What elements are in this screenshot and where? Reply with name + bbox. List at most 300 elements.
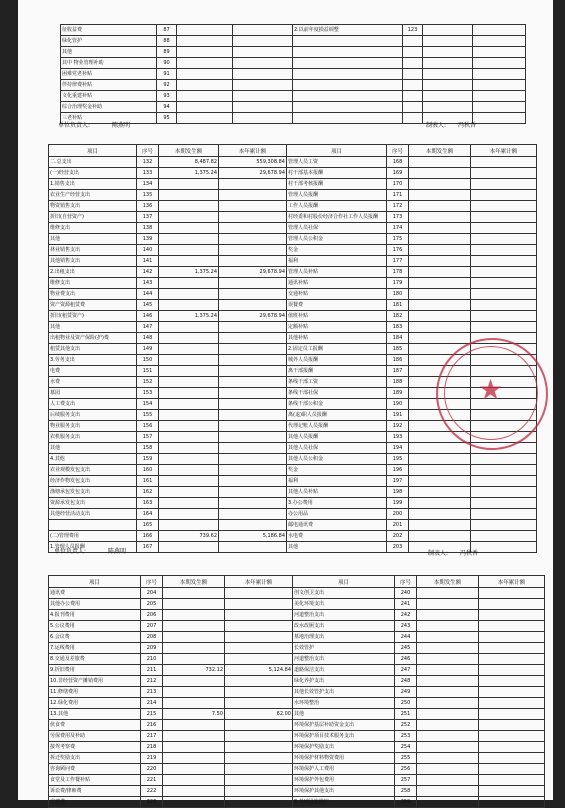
- unit-head-label: 单位负责人:: [54, 548, 87, 555]
- col-item: 项目: [49, 145, 137, 157]
- left-seq-cell: 137: [137, 212, 159, 223]
- left-item-cell: 食堂及工作餐补贴: [49, 775, 141, 786]
- right-period-cell: [417, 797, 479, 808]
- right-cum-cell: [471, 311, 537, 322]
- left-period-cell: [177, 69, 233, 80]
- right-seq-cell: 191: [387, 410, 409, 421]
- left-seq-cell: 157: [137, 432, 159, 443]
- left-seq-cell: 158: [137, 443, 159, 454]
- left-period-cell: [159, 333, 219, 344]
- left-seq-cell: 95: [157, 113, 177, 124]
- right-item-cell: 墓地治理支出: [293, 632, 395, 643]
- right-seq-cell: 245: [395, 643, 417, 654]
- left-item-cell: (二)管理费用: [49, 531, 137, 542]
- left-cum-cell: [233, 113, 293, 124]
- left-period-cell: [159, 344, 219, 355]
- left-item-cell: 折旧(自营资产): [49, 212, 137, 223]
- right-cum-cell: [479, 764, 545, 775]
- right-item-cell: 福利: [287, 256, 387, 267]
- right-cum-cell: [471, 168, 537, 179]
- left-cum-cell: [225, 764, 293, 775]
- right-period-cell: [423, 58, 473, 69]
- left-cum-cell: 5,186.84: [219, 531, 287, 542]
- left-cum-cell: [225, 654, 293, 665]
- left-cum-cell: 29,678.94: [219, 168, 287, 179]
- right-cum-cell: [473, 102, 526, 113]
- right-cum-cell: [473, 80, 526, 91]
- left-seq-cell: 223: [141, 797, 163, 808]
- left-cum-cell: [219, 355, 287, 366]
- right-period-cell: [417, 731, 479, 742]
- left-period-cell: [177, 25, 233, 36]
- right-seq-cell: 201: [387, 520, 409, 531]
- right-period-cell: [417, 687, 479, 698]
- right-period-cell: [417, 698, 479, 709]
- left-cum-cell: 29,678.94: [219, 311, 287, 322]
- right-seq-cell: 170: [387, 179, 409, 190]
- table-row: [49, 531, 537, 542]
- right-cum-cell: [479, 742, 545, 753]
- right-seq-cell: 199: [387, 498, 409, 509]
- right-cum-cell: [479, 610, 545, 621]
- left-seq-cell: 148: [137, 333, 159, 344]
- right-seq-cell: 202: [387, 531, 409, 542]
- left-item-cell: 其他经营活动支出: [49, 509, 137, 520]
- right-item-cell: [293, 69, 403, 80]
- table-row: [49, 797, 545, 808]
- left-cum-cell: [225, 687, 293, 698]
- right-cum-cell: [479, 797, 545, 808]
- right-seq-cell: 169: [387, 168, 409, 179]
- right-cum-cell: [471, 498, 537, 509]
- right-period-cell: [409, 245, 471, 256]
- right-cum-cell: [479, 720, 545, 731]
- left-cum-cell: [219, 443, 287, 454]
- left-period-cell: [163, 687, 225, 698]
- table-row: [49, 168, 537, 179]
- right-cum-cell: [479, 643, 545, 654]
- right-cum-cell: [471, 190, 537, 201]
- left-seq-cell: 136: [137, 201, 159, 212]
- left-seq-cell: 218: [141, 742, 163, 753]
- left-period-cell: [163, 698, 225, 709]
- right-period-cell: [409, 201, 471, 212]
- left-item-cell: 劳保费用及补助: [49, 731, 141, 742]
- left-seq-cell: 146: [137, 311, 159, 322]
- right-cum-cell: [471, 201, 537, 212]
- left-period-cell: [159, 190, 219, 201]
- left-cum-cell: [219, 542, 287, 553]
- left-item-cell: 2.出租支出: [49, 267, 137, 278]
- left-cum-cell: [219, 289, 287, 300]
- left-item-cell: 其他销售支出: [49, 256, 137, 267]
- right-cum-cell: [473, 113, 526, 124]
- left-period-cell: [159, 234, 219, 245]
- right-item-cell: 其他补贴: [287, 333, 387, 344]
- left-item-cell: 4.报刊费用: [49, 610, 141, 621]
- right-cum-cell: [473, 47, 526, 58]
- left-period-cell: [163, 621, 225, 632]
- right-cum-cell: [471, 509, 537, 520]
- right-cum-cell: [479, 621, 545, 632]
- income-table-top: [60, 24, 526, 124]
- right-seq-cell: 184: [387, 333, 409, 344]
- right-period-cell: [409, 487, 471, 498]
- left-period-cell: [159, 256, 219, 267]
- right-item-cell: 管理人员报酬: [287, 190, 387, 201]
- left-seq-cell: 205: [141, 599, 163, 610]
- right-seq-cell: 190: [387, 399, 409, 410]
- left-item-cell: 二.总支出: [49, 157, 137, 168]
- right-period-cell: [417, 753, 479, 764]
- left-period-cell: [163, 720, 225, 731]
- right-period-cell: [409, 311, 471, 322]
- left-period-cell: 7.50: [163, 709, 225, 720]
- col-item: 项目: [293, 576, 395, 588]
- left-period-cell: [159, 399, 219, 410]
- right-cum-cell: [471, 300, 537, 311]
- left-period-cell: [159, 245, 219, 256]
- right-cum-cell: [479, 698, 545, 709]
- table-row: [49, 223, 537, 234]
- table-row: [49, 443, 537, 454]
- left-cum-cell: [233, 47, 293, 58]
- right-item-cell: 水电费: [287, 531, 387, 542]
- left-seq-cell: 221: [141, 775, 163, 786]
- right-cum-cell: [479, 665, 545, 676]
- left-item-cell: 9.折旧费用: [49, 665, 141, 676]
- right-seq-cell: 176: [387, 245, 409, 256]
- left-cum-cell: [225, 676, 293, 687]
- right-item-cell: 管理人员公积金: [287, 234, 387, 245]
- left-item-cell: 8.交通及差旅费: [49, 654, 141, 665]
- col-period: 本期发生额: [159, 145, 219, 157]
- right-cum-cell: [471, 289, 537, 300]
- left-item-cell: 4.其他: [49, 454, 137, 465]
- maker-label: 制表人:: [426, 122, 447, 129]
- left-item-cell: 其他: [49, 234, 137, 245]
- right-period-cell: [423, 47, 473, 58]
- left-cum-cell: [225, 786, 293, 797]
- left-cum-cell: [219, 366, 287, 377]
- right-item-cell: 河道整治支出: [293, 610, 395, 621]
- right-seq-cell: [403, 113, 423, 124]
- right-item-cell: 环境保护人工费用: [293, 764, 395, 775]
- left-cum-cell: [219, 498, 287, 509]
- left-item-cell: 11.修缮费用: [49, 687, 141, 698]
- left-seq-cell: 150: [137, 355, 159, 366]
- right-seq-cell: 203: [387, 542, 409, 553]
- right-item-cell: 离(退)职人员报酬: [287, 410, 387, 421]
- left-period-cell: [159, 388, 219, 399]
- right-seq-cell: 168: [387, 157, 409, 168]
- right-cum-cell: [479, 654, 545, 665]
- right-seq-cell: [403, 69, 423, 80]
- right-item-cell: [293, 102, 403, 113]
- left-seq-cell: 135: [137, 190, 159, 201]
- right-period-cell: [409, 157, 471, 168]
- left-period-cell: [159, 542, 219, 553]
- right-seq-cell: 123: [403, 25, 423, 36]
- right-cum-cell: [473, 69, 526, 80]
- left-cum-cell: [219, 465, 287, 476]
- left-seq-cell: 92: [157, 80, 177, 91]
- left-cum-cell: [219, 201, 287, 212]
- maker-name: 冯秋香: [457, 122, 476, 129]
- right-seq-cell: 181: [387, 300, 409, 311]
- right-item-cell: 其他长效管护支出: [293, 687, 395, 698]
- table-row: [49, 720, 545, 731]
- right-item-cell: 管理人员社保: [287, 223, 387, 234]
- left-seq-cell: 154: [137, 399, 159, 410]
- left-item-cell: 出租物业及资产保险(护)费: [49, 333, 137, 344]
- right-period-cell: [409, 498, 471, 509]
- right-period-cell: [409, 223, 471, 234]
- right-cum-cell: [471, 465, 537, 476]
- right-cum-cell: [479, 588, 545, 599]
- right-item-cell: 村经委和村股份经济合作社工作人员报酬: [287, 212, 387, 223]
- left-period-cell: [163, 676, 225, 687]
- star-icon: ★: [478, 373, 504, 406]
- right-seq-cell: [403, 102, 423, 113]
- left-period-cell: [177, 91, 233, 102]
- table-row: [49, 333, 537, 344]
- left-seq-cell: 204: [141, 588, 163, 599]
- unit-head-name: 陈燕明: [111, 122, 130, 129]
- table-row: [49, 465, 537, 476]
- left-seq-cell: 161: [137, 476, 159, 487]
- left-seq-cell: 155: [137, 410, 159, 421]
- right-cum-cell: [471, 476, 537, 487]
- col-seq: 序号: [137, 145, 159, 157]
- left-period-cell: [177, 102, 233, 113]
- left-seq-cell: 93: [157, 91, 177, 102]
- col-period: 本期发生额: [409, 145, 471, 157]
- left-period-cell: [159, 421, 219, 432]
- left-item-cell: 物资销售支出: [49, 201, 137, 212]
- left-seq-cell: 164: [137, 509, 159, 520]
- left-cum-cell: [219, 487, 287, 498]
- right-seq-cell: 253: [395, 731, 417, 742]
- left-seq-cell: 138: [137, 223, 159, 234]
- right-seq-cell: 182: [387, 311, 409, 322]
- right-seq-cell: 246: [395, 654, 417, 665]
- left-seq-cell: 211: [141, 665, 163, 676]
- right-cum-cell: [479, 753, 545, 764]
- left-cum-cell: [219, 399, 287, 410]
- table-row: [49, 731, 545, 742]
- left-seq-cell: 147: [137, 322, 159, 333]
- right-cum-cell: [471, 487, 537, 498]
- table-row: [49, 498, 537, 509]
- table-row: [49, 476, 537, 487]
- left-cum-cell: [219, 509, 287, 520]
- right-seq-cell: 195: [387, 454, 409, 465]
- left-seq-cell: 133: [137, 168, 159, 179]
- right-item-cell: 工作人员报酬: [287, 201, 387, 212]
- right-seq-cell: 189: [387, 388, 409, 399]
- right-seq-cell: 251: [395, 709, 417, 720]
- right-cum-cell: [471, 245, 537, 256]
- right-item-cell: 邮电通讯费: [287, 520, 387, 531]
- right-period-cell: [409, 509, 471, 520]
- right-seq-cell: 259: [395, 797, 417, 808]
- official-seal: [436, 338, 548, 450]
- left-period-cell: [163, 731, 225, 742]
- right-seq-cell: 197: [387, 476, 409, 487]
- left-cum-cell: [225, 720, 293, 731]
- table-row: [49, 775, 545, 786]
- left-seq-cell: 149: [137, 344, 159, 355]
- right-cum-cell: [479, 731, 545, 742]
- right-item-cell: 创文创卫支出: [293, 588, 395, 599]
- left-seq-cell: 90: [157, 58, 177, 69]
- left-seq-cell: 166: [137, 531, 159, 542]
- right-period-cell: [409, 520, 471, 531]
- left-item-cell: 征收益费: [61, 25, 157, 36]
- table-row: [49, 509, 537, 520]
- left-seq-cell: 142: [137, 267, 159, 278]
- right-seq-cell: 171: [387, 190, 409, 201]
- right-item-cell: 改水改厕支出: [293, 621, 395, 632]
- left-item-cell: 困难党老补贴: [61, 69, 157, 80]
- right-cum-cell: [471, 223, 537, 234]
- table-row: [49, 621, 545, 632]
- right-cum-cell: [471, 157, 537, 168]
- right-item-cell: [293, 47, 403, 58]
- right-item-cell: 村干部考核报酬: [287, 179, 387, 190]
- left-period-cell: 739.62: [159, 531, 219, 542]
- left-cum-cell: [233, 36, 293, 47]
- table-row: [49, 212, 537, 223]
- left-period-cell: [163, 610, 225, 621]
- right-item-cell: 代理记账人员报酬: [287, 421, 387, 432]
- left-item-cell: 文化重建补贴: [61, 91, 157, 102]
- left-seq-cell: 215: [141, 709, 163, 720]
- left-cum-cell: [219, 278, 287, 289]
- left-period-cell: [177, 113, 233, 124]
- table-row: [49, 665, 545, 676]
- left-seq-cell: 143: [137, 278, 159, 289]
- right-item-cell: 城外人员报酬: [287, 355, 387, 366]
- left-seq-cell: 145: [137, 300, 159, 311]
- right-item-cell: 环境保护奖励支出: [293, 742, 395, 753]
- left-item-cell: 1.管理人员报酬: [49, 542, 137, 553]
- right-cum-cell: [479, 786, 545, 797]
- right-seq-cell: 188: [387, 377, 409, 388]
- left-period-cell: [177, 58, 233, 69]
- right-cum-cell: [471, 179, 537, 190]
- left-item-cell: (一)经营支出: [49, 168, 137, 179]
- left-item-cell: 资源承发包支出: [49, 498, 137, 509]
- left-item-cell: 绿化管护: [61, 36, 157, 47]
- table-row: [61, 58, 526, 69]
- right-cum-cell: [479, 709, 545, 720]
- right-period-cell: [409, 531, 471, 542]
- left-period-cell: [163, 797, 225, 808]
- left-item-cell: 慕园: [49, 388, 137, 399]
- left-item-cell: 资产资源租赁费: [49, 300, 137, 311]
- left-item-cell: 物业费支出: [49, 289, 137, 300]
- col-cumulative: 本年累计额: [479, 576, 545, 588]
- right-seq-cell: 174: [387, 223, 409, 234]
- right-period-cell: [417, 665, 479, 676]
- right-period-cell: [417, 764, 479, 775]
- right-item-cell: 环境保护其他支出: [293, 786, 395, 797]
- left-cum-cell: [225, 643, 293, 654]
- left-seq-cell: 165: [137, 520, 159, 531]
- left-item-cell: 电费: [49, 366, 137, 377]
- left-item-cell: 接驾考察费: [49, 742, 141, 753]
- left-cum-cell: [219, 300, 287, 311]
- left-seq-cell: 210: [141, 654, 163, 665]
- left-item-cell: 后续服务支出: [49, 410, 137, 421]
- right-seq-cell: 177: [387, 256, 409, 267]
- left-seq-cell: 214: [141, 698, 163, 709]
- right-seq-cell: 250: [395, 698, 417, 709]
- table-row: [49, 234, 537, 245]
- right-cum-cell: [479, 676, 545, 687]
- left-item-cell: 7.运线费用: [49, 643, 141, 654]
- left-period-cell: [159, 212, 219, 223]
- table-row: [49, 157, 537, 168]
- left-period-cell: [159, 410, 219, 421]
- right-seq-cell: 198: [387, 487, 409, 498]
- table-row: [49, 643, 545, 654]
- left-cum-cell: [233, 58, 293, 69]
- left-item-cell: 人工费支出: [49, 399, 137, 410]
- left-period-cell: [159, 432, 219, 443]
- right-seq-cell: 241: [395, 599, 417, 610]
- table-row: [49, 311, 537, 322]
- right-item-cell: 其他人员报酬: [287, 432, 387, 443]
- left-period-cell: [163, 643, 225, 654]
- left-period-cell: [159, 366, 219, 377]
- left-cum-cell: [225, 610, 293, 621]
- left-period-cell: [159, 443, 219, 454]
- table-row: [49, 190, 537, 201]
- right-item-cell: 环境保护基层补助资金支出: [293, 720, 395, 731]
- right-seq-cell: [403, 80, 423, 91]
- unit-head-name: 陈燕明: [107, 548, 126, 555]
- right-period-cell: [417, 709, 479, 720]
- left-cum-cell: [225, 599, 293, 610]
- left-item-cell: 折旧(租赁资产): [49, 311, 137, 322]
- left-period-cell: [159, 355, 219, 366]
- right-cum-cell: [471, 212, 537, 223]
- right-period-cell: [417, 720, 479, 731]
- right-period-cell: [409, 289, 471, 300]
- right-item-cell: 其他人员公积金: [287, 454, 387, 465]
- table-row: [49, 610, 545, 621]
- left-item-cell: 6.会议费: [49, 632, 141, 643]
- right-seq-cell: 244: [395, 632, 417, 643]
- left-item-cell: 维修支出: [49, 278, 137, 289]
- col-cumulative: 本年累计额: [225, 576, 293, 588]
- left-period-cell: [159, 520, 219, 531]
- left-cum-cell: [219, 520, 287, 531]
- left-period-cell: 8,487.82: [159, 157, 219, 168]
- table-row: [49, 278, 537, 289]
- left-seq-cell: 89: [157, 47, 177, 58]
- table-row: [61, 36, 526, 47]
- table-row: [49, 654, 545, 665]
- left-seq-cell: 206: [141, 610, 163, 621]
- left-seq-cell: 140: [137, 245, 159, 256]
- left-item-cell: 拆迁奖励支出: [49, 753, 141, 764]
- right-seq-cell: [403, 36, 423, 47]
- right-seq-cell: 179: [387, 278, 409, 289]
